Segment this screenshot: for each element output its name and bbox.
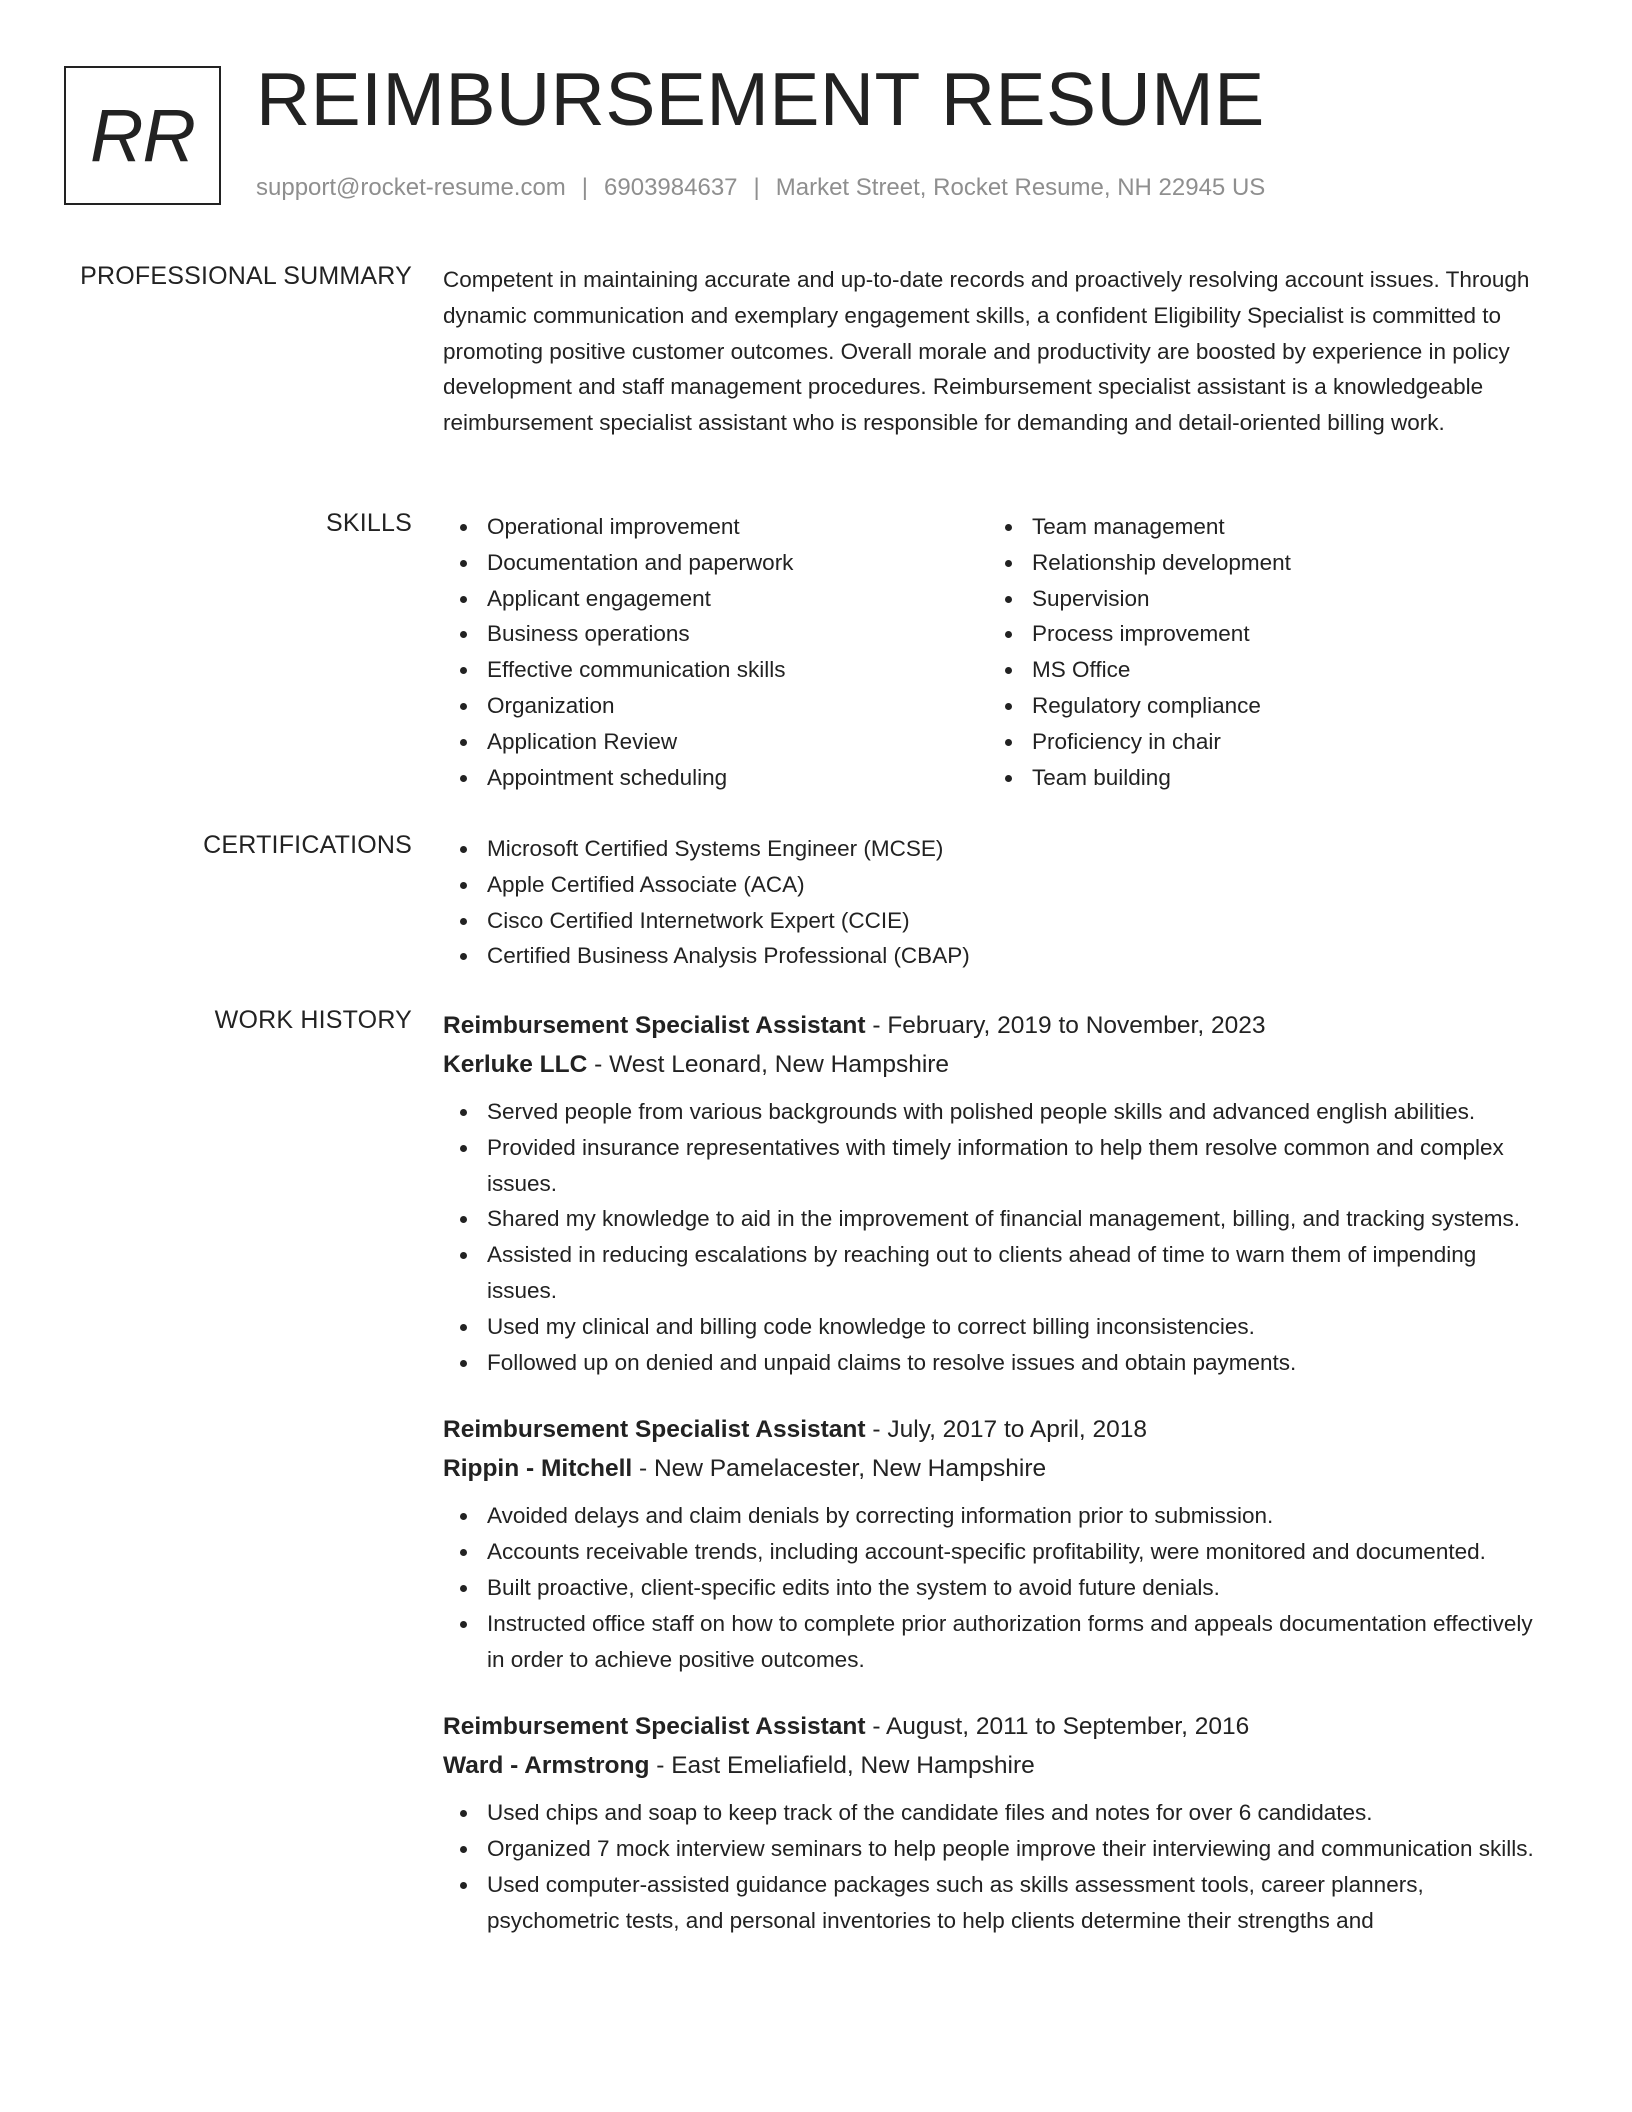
job-location: - West Leonard, New Hampshire [587, 1051, 950, 1078]
job-company-line [443, 1746, 1543, 1785]
job-bullet: Assisted in reducing escalations by reaching out to clients ahead of time to warn them of impending issues. [443, 1237, 1543, 1309]
job-company: Rippin - Mitchell [443, 1455, 633, 1483]
job-location: - New Pamelacester, New Hampshire [632, 1455, 1047, 1483]
job-bullets [443, 1498, 1543, 1677]
job-bullet: Provided insurance representatives with timely information to help them resolve common and complex issues. [443, 1130, 1543, 1202]
skills-list-right [988, 509, 1533, 795]
skill-item: Relationship development [988, 545, 1533, 581]
job-entry [443, 1006, 1543, 1380]
contact-separator: | [753, 174, 760, 201]
skill-item: Applicant engagement [443, 581, 988, 617]
skill-item: Application Review [443, 724, 988, 760]
job-bullet: Used computer-assisted guidance packages such as skills assessment tools, career planners, psychometric tests, and personal inventories to help clients determine their strengths and [443, 1867, 1543, 1939]
skill-item: Documentation and paperwork [443, 545, 988, 581]
job-dates: - July, 2017 to April, 2018 [865, 1416, 1148, 1444]
job-bullet: Served people from various backgrounds with polished people skills and advanced english abilities. [443, 1094, 1543, 1130]
section-label-skills: SKILLS [326, 509, 412, 537]
job-bullet: Followed up on denied and unpaid claims to resolve issues and obtain payments. [443, 1345, 1543, 1381]
job-title-line [443, 1006, 1543, 1045]
skill-item: Business operations [443, 616, 988, 652]
skill-item: Supervision [988, 581, 1533, 617]
job-title-line [443, 1707, 1543, 1746]
skill-item: Process improvement [988, 616, 1533, 652]
job-bullet: Shared my knowledge to aid in the improvement of financial management, billing, and tracking systems. [443, 1201, 1543, 1237]
job-bullet: Used chips and soap to keep track of the candidate files and notes for over 6 candidates. [443, 1795, 1543, 1831]
section-label-certifications: CERTIFICATIONS [203, 831, 412, 859]
job-bullet: Used my clinical and billing code knowledge to correct billing inconsistencies. [443, 1309, 1543, 1345]
page-title: REIMBURSEMENT RESUME [256, 57, 1265, 141]
job-company: Ward - Armstrong [443, 1752, 650, 1780]
job-bullets [443, 1094, 1543, 1380]
job-entry [443, 1410, 1543, 1677]
contact-address: Market Street, Rocket Resume, NH 22945 US [775, 174, 1266, 201]
job-company-line [443, 1449, 1543, 1488]
skill-item: Proficiency in chair [988, 724, 1533, 760]
job-title-line [443, 1410, 1543, 1449]
job-title: Reimbursement Specialist Assistant [443, 1012, 866, 1039]
certification-item: Apple Certified Associate (ACA) [443, 867, 1543, 903]
contact-phone[interactable]: 6903984637 [604, 174, 738, 201]
certification-item: Microsoft Certified Systems Engineer (MCSE) [443, 831, 1543, 867]
skill-item: Effective communication skills [443, 652, 988, 688]
work-history-list [443, 1006, 1543, 1969]
contact-line [256, 174, 1265, 202]
skill-item: Organization [443, 688, 988, 724]
job-bullet: Accounts receivable trends, including account-specific profitability, were monitored and documented. [443, 1534, 1543, 1570]
certifications-list [443, 831, 1543, 974]
job-company: Kerluke LLC [443, 1051, 588, 1078]
job-entry [443, 1707, 1543, 1938]
job-dates: - August, 2011 to September, 2016 [865, 1713, 1250, 1741]
job-bullet: Organized 7 mock interview seminars to help people improve their interviewing and communication skills. [443, 1831, 1543, 1867]
skill-item: Operational improvement [443, 509, 988, 545]
summary-text: Competent in maintaining accurate and up-to-date records and proactively resolving account issues. Through dynamic communication and exemplary engagement skills, a confident Eligibility Specialist is committed to promoting positive customer outcomes. Overall morale and productivity are boosted by experience in policy development and staff management procedures. Reimbursement specialist assistant is a knowledgeable reimbursement specialist assistant who is responsible for demanding and detail-oriented billing work. [443, 267, 1530, 436]
section-label-work-history: WORK HISTORY [214, 1006, 412, 1034]
skill-item: Team management [988, 509, 1533, 545]
skill-item: MS Office [988, 652, 1533, 688]
job-title: Reimbursement Specialist Assistant [443, 1416, 866, 1444]
skill-item: Regulatory compliance [988, 688, 1533, 724]
contact-email[interactable]: support@rocket-resume.com [256, 174, 566, 201]
contact-separator: | [581, 174, 589, 201]
job-bullet: Instructed office staff on how to complete prior authorization forms and appeals documentation effectively in order to achieve positive outcomes. [443, 1606, 1543, 1678]
certification-item: Cisco Certified Internetwork Expert (CCIE) [443, 903, 1543, 939]
job-bullet: Built proactive, client-specific edits into the system to avoid future denials. [443, 1570, 1543, 1606]
job-location: - East Emeliafield, New Hampshire [649, 1752, 1035, 1780]
skill-item: Team building [988, 760, 1533, 796]
job-company-line [443, 1045, 1543, 1084]
skills-list-left [443, 509, 988, 795]
certification-item: Certified Business Analysis Professional (CBAP) [443, 938, 1543, 974]
job-dates: - February, 2019 to November, 2023 [865, 1012, 1266, 1039]
job-title: Reimbursement Specialist Assistant [443, 1713, 866, 1741]
skill-item: Appointment scheduling [443, 760, 988, 796]
job-bullets [443, 1795, 1543, 1938]
monogram-logo: RR [64, 66, 221, 205]
job-bullet: Avoided delays and claim denials by correcting information prior to submission. [443, 1498, 1543, 1534]
section-label-summary: PROFESSIONAL SUMMARY [80, 262, 412, 290]
